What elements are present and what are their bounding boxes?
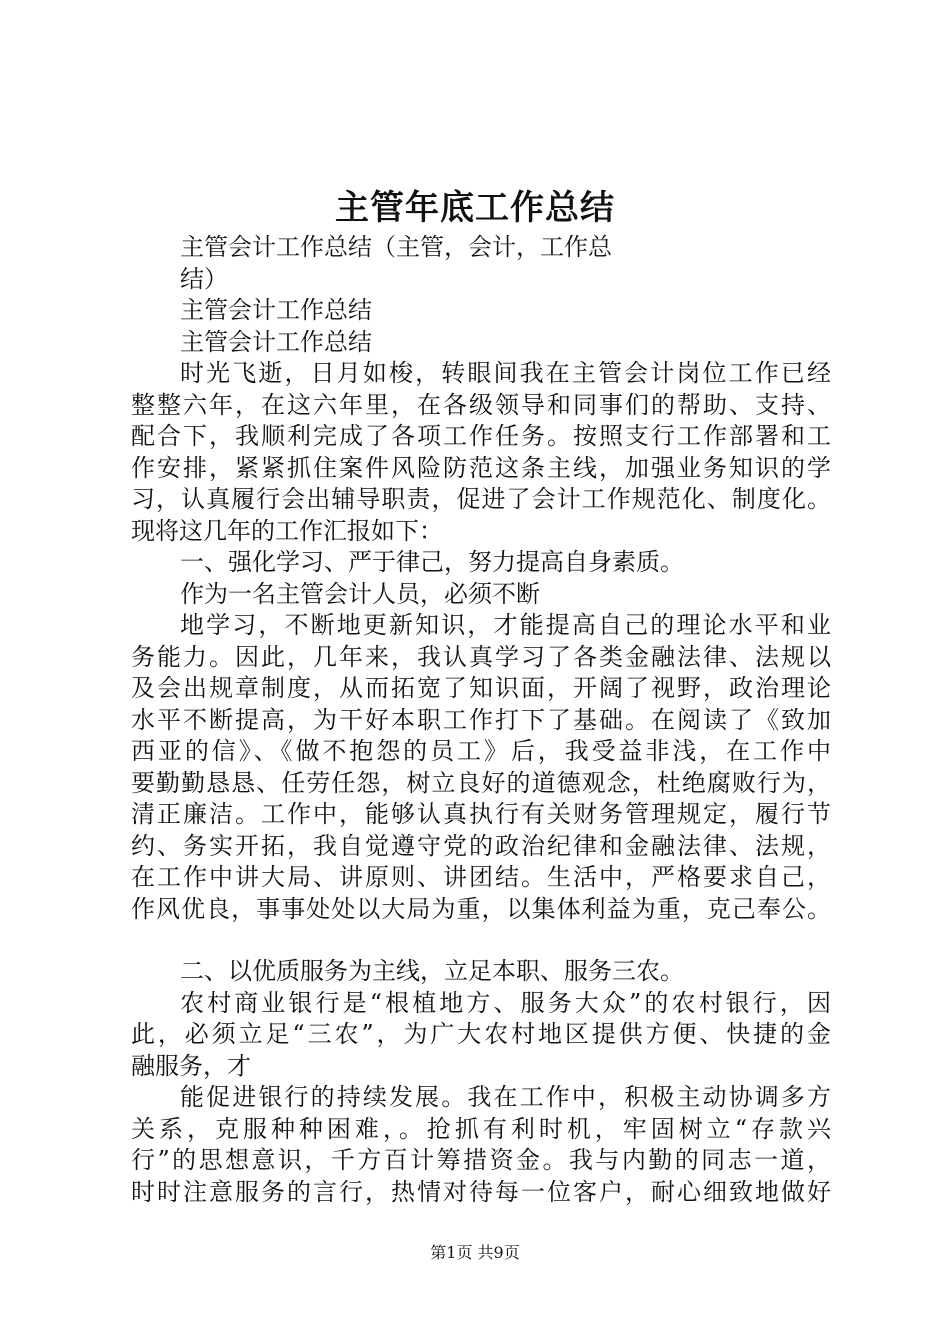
section-heading: 二、以优质服务为主线，立足本职、服务三农。 [180, 957, 684, 985]
text-line: 务能力。因此，几年来，我认真学习了各类金融法律、法规以 [131, 642, 831, 671]
text-line: 约、务实开拓，我自觉遵守党的政治纪律和金融法律、法规， [131, 831, 831, 860]
text-line: 作安排，紧紧抓住案件风险防范这条主线，加强业务知识的学 [131, 453, 831, 482]
text-line: 现将这几年的工作汇报如下： [131, 516, 443, 545]
text-line: 地学习，不断地更新知识，才能提高自己的理论水平和业 [180, 611, 831, 639]
text-line: 行”的思想意识，千方百计筹措资金。我与内勤的同志一道， [131, 1146, 831, 1174]
text-line: 农村商业银行是“根植地方、服务大众”的农村银行，因 [180, 988, 831, 1017]
text-line: 水平不断提高，为干好本职工作打下了基础。在阅读了《致加 [131, 705, 831, 734]
section-heading: 一、强化学习、严于律己，努力提高自身素质。 [180, 548, 684, 576]
text-line: 时时注意服务的言行，热情对待每一位客户，耐心细致地做好 [131, 1177, 831, 1206]
text-line: 清正廉洁。工作中，能够认真执行有关财务管理规定，履行节 [131, 800, 831, 828]
text-line: 能促进银行的持续发展。我在工作中，积极主动协调多方 [180, 1083, 831, 1111]
text-line: 时光飞逝，日月如梭，转眼间我在主管会计岗位工作已经 [180, 359, 831, 387]
text-line: 主管会计工作总结 [180, 296, 372, 324]
text-line: 习，认真履行会出辅导职责，促进了会计工作规范化、制度化。 [131, 485, 831, 513]
text-line: 结） [180, 264, 228, 293]
text-line: 作为一名主管会计人员，必须不断 [180, 579, 540, 608]
document-body [131, 232, 831, 1208]
text-line: 融服务，才 [131, 1051, 251, 1080]
page-number-footer: 第1页 共9页 [430, 1243, 520, 1262]
text-line: 关系，克服种种困难，。抢抓有利时机，牢固树立“存款兴 [131, 1114, 831, 1143]
text-line: 主管会计工作总结 [180, 327, 372, 356]
paragraph-gap [131, 925, 831, 956]
text-line: 西亚的信》、《做不抱怨的员工》后，我受益非浅，在工作中 [131, 737, 831, 765]
text-line: 主管会计工作总结（主管，会计，工作总 [180, 233, 612, 261]
document-title: 主管年底工作总结 [335, 188, 615, 228]
text-line: 及会出规章制度，从而拓宽了知识面，开阔了视野，政治理论 [131, 674, 831, 702]
text-line: 作风优良，事事处处以大局为重，以集体利益为重，克己奉公。 [131, 894, 831, 923]
text-line: 在工作中讲大局、讲原则、讲团结。生活中，严格要求自己， [131, 863, 831, 891]
text-line: 要勤勤恳恳、任劳任怨，树立良好的道德观念，杜绝腐败行为， [131, 768, 831, 797]
text-line: 整整六年，在这六年里，在各级领导和同事们的帮助、支持、 [131, 390, 831, 419]
text-line: 配合下，我顺利完成了各项工作任务。按照支行工作部署和工 [131, 422, 831, 450]
text-line: 此，必须立足“三农”，为广大农村地区提供方便、快捷的金 [131, 1020, 831, 1048]
